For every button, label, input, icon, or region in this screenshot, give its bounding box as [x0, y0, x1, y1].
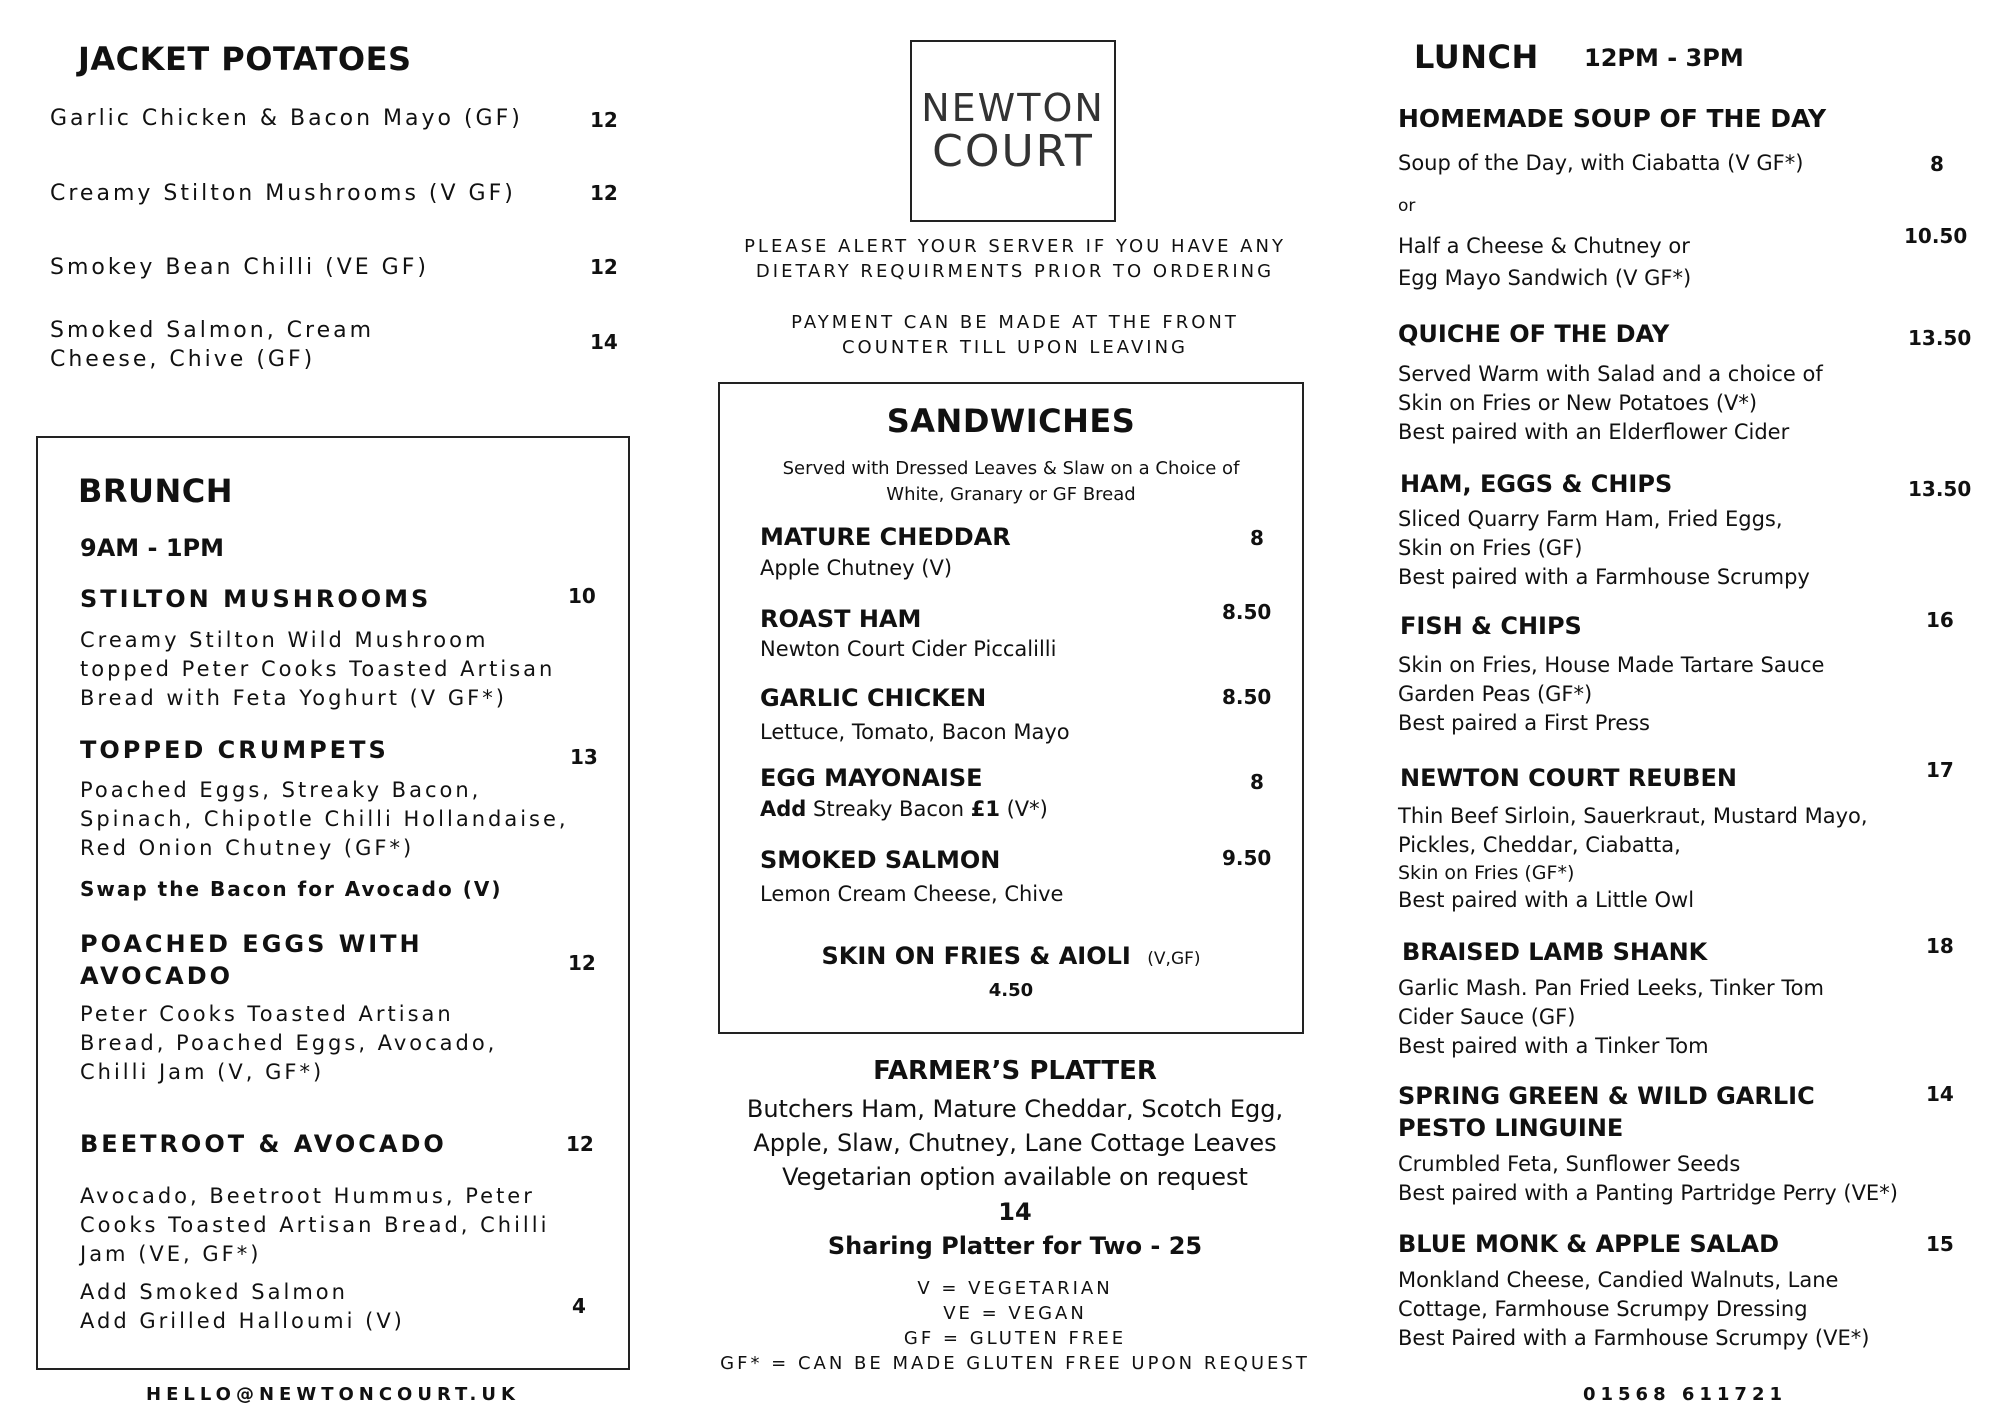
jacket-item-name: Smoked Salmon, Cream Cheese, Chive (GF) — [50, 318, 375, 372]
fries-price: 4.50 — [988, 980, 1034, 1001]
lunch-item-price: 18 — [1926, 934, 1954, 958]
lunch-item-desc: Monkland Cheese, Candied Walnuts, Lane Cottage, Farmhouse Scrumpy Dressing Best Paired with a Farmhouse Scrumpy (VE*) — [1398, 1268, 1870, 1350]
brunch-item-name: STILTON MUSHROOMS — [80, 585, 432, 613]
lunch-item-price: 13.50 — [1908, 326, 1972, 350]
lunch-item-price: 13.50 — [1908, 477, 1972, 501]
brunch-item-desc: Creamy Stilton Wild Mushroom topped Peter Cooks Toasted Artisan Bread with Feta Yoghurt (V GF*) — [80, 628, 556, 710]
sandwich-price: 8 — [1250, 770, 1264, 794]
sandwich-name: SMOKED SALMON — [760, 846, 1001, 874]
brunch-item-price: 12 — [566, 1132, 594, 1156]
jacket-item-name: Smokey Bean Chilli (VE GF) — [50, 255, 429, 280]
lunch-item-desc: Thin Beef Sirloin, Sauerkraut, Mustard Mayo, Pickles, Cheddar, Ciabatta, Skin on Fries (GF*) Best paired with a Little Owl — [1398, 804, 1868, 912]
brunch-item-price: 13 — [570, 745, 598, 769]
sandwich-desc: Apple Chutney (V) — [760, 556, 953, 580]
sandwich-name: ROAST HAM — [760, 605, 922, 633]
jacket-item-price: 12 — [590, 255, 618, 279]
sandwich-desc: Add Streaky Bacon £1 (V*) — [760, 797, 1048, 821]
sandwich-desc: Lettuce, Tomato, Bacon Mayo — [760, 720, 1070, 744]
lunch-item-name: NEWTON COURT REUBEN — [1400, 764, 1737, 792]
lunch-item-desc: Skin on Fries, House Made Tartare Sauce Garden Peas (GF*) Best paired a First Press — [1398, 653, 1825, 735]
brunch-item-desc: Avocado, Beetroot Hummus, Peter Cooks Toasted Artisan Bread, Chilli Jam (VE, GF*) — [80, 1184, 550, 1266]
jacket-item-price: 12 — [590, 108, 618, 132]
lunch-item-desc: Crumbled Feta, Sunflower Seeds Best paired with a Panting Partridge Perry (VE*) — [1398, 1152, 1898, 1205]
lunch-item-desc: Sliced Quarry Farm Ham, Fried Eggs, Skin on Fries (GF) Best paired with a Farmhouse Scrumpy — [1398, 507, 1810, 589]
sandwich-name: EGG MAYONAISE — [760, 764, 983, 792]
soup-price: 10.50 — [1904, 224, 1968, 248]
logo: NEWTON COURT — [910, 40, 1116, 222]
brunch-item-name: BEETROOT & AVOCADO — [80, 1130, 447, 1158]
lunch-item-name: BRAISED LAMB SHANK — [1402, 938, 1708, 966]
jacket-item-name: Garlic Chicken & Bacon Mayo (GF) — [50, 106, 523, 131]
sandwich-desc: Newton Court Cider Piccalilli — [760, 637, 1057, 661]
brunch-heading: BRUNCH — [78, 472, 234, 510]
brunch-addons: Add Smoked Salmon Add Grilled Halloumi (V) — [80, 1280, 405, 1333]
soup-item: Soup of the Day, with Ciabatta (V GF*) — [1398, 151, 1804, 175]
sandwich-price: 8.50 — [1222, 600, 1272, 624]
lunch-item-name: QUICHE OF THE DAY — [1398, 320, 1670, 348]
brunch-item-price: 12 — [568, 951, 596, 975]
jacket-potatoes-heading: JACKET POTATOES — [78, 40, 412, 78]
lunch-item-name: SPRING GREEN & WILD GARLIC PESTO LINGUINE — [1398, 1082, 1815, 1142]
sandwiches-heading: SANDWICHES — [886, 402, 1136, 440]
sandwich-price: 8.50 — [1222, 685, 1272, 709]
brunch-item-name: TOPPED CRUMPETS — [80, 736, 389, 764]
dietary-key: V = VEGETARIAN VE = VEGAN GF = GLUTEN FREE GF* = CAN BE MADE GLUTEN FREE UPON REQUEST — [720, 1278, 1310, 1374]
platter-sharing: Sharing Platter for Two - 25 — [827, 1232, 1203, 1260]
sandwich-name: MATURE CHEDDAR — [760, 523, 1011, 551]
soup-item: Half a Cheese & Chutney or Egg Mayo Sandwich (V GF*) — [1398, 234, 1692, 290]
lunch-item-price: 16 — [1926, 608, 1954, 632]
lunch-item-desc: Served Warm with Salad and a choice of Skin on Fries or New Potatoes (V*) Best paired with an Elderflower Cider — [1398, 362, 1823, 444]
lunch-item-name: HAM, EGGS & CHIPS — [1400, 470, 1673, 498]
soup-heading: HOMEMADE SOUP OF THE DAY — [1398, 104, 1827, 133]
jacket-item-price: 12 — [590, 181, 618, 205]
sandwich-price: 9.50 — [1222, 846, 1272, 870]
sandwich-desc: Lemon Cream Cheese, Chive — [760, 882, 1064, 906]
phone-number[interactable]: 01568 611721 — [1582, 1384, 1788, 1405]
lunch-item-name: BLUE MONK & APPLE SALAD — [1398, 1230, 1780, 1258]
brunch-item-desc: Poached Eggs, Streaky Bacon, Spinach, Chipotle Chilli Hollandaise, Red Onion Chutney (GF*) — [80, 778, 569, 860]
email-address[interactable]: HELLO@NEWTONCOURT.UK — [146, 1384, 520, 1405]
jacket-item-price: 14 — [590, 330, 618, 354]
jacket-item-name: Creamy Stilton Mushrooms (V GF) — [50, 181, 516, 206]
brunch-hours: 9AM - 1PM — [80, 534, 224, 562]
fries-line: SKIN ON FRIES & AIOLI (V,GF) — [821, 942, 1201, 970]
lunch-item-name: FISH & CHIPS — [1400, 612, 1582, 640]
sandwich-price: 8 — [1250, 526, 1264, 550]
dietary-notice: PLEASE ALERT YOUR SERVER IF YOU HAVE ANY DIETARY REQUIRMENTS PRIOR TO ORDERING — [744, 236, 1286, 282]
platter-desc: Butchers Ham, Mature Cheddar, Scotch Egg, Apple, Slaw, Chutney, Lane Cottage Leaves Vegetarian option available on request — [746, 1095, 1284, 1191]
lunch-item-price: 14 — [1926, 1082, 1954, 1106]
platter-price: 14 — [998, 1198, 1032, 1226]
lunch-item-price: 15 — [1926, 1232, 1954, 1256]
payment-notice: PAYMENT CAN BE MADE AT THE FRONT COUNTER TILL UPON LEAVING — [791, 312, 1239, 358]
lunch-hours: 12PM - 3PM — [1584, 44, 1744, 72]
lunch-heading: LUNCH — [1414, 38, 1539, 76]
sandwiches-subtitle: Served with Dressed Leaves & Slaw on a Choice of White, Granary or GF Bread — [782, 458, 1240, 505]
brunch-item-desc: Peter Cooks Toasted Artisan Bread, Poached Eggs, Avocado, Chilli Jam (V, GF*) — [80, 1002, 498, 1084]
lunch-item-price: 17 — [1926, 758, 1954, 782]
lunch-item-desc: Garlic Mash. Pan Fried Leeks, Tinker Tom Cider Sauce (GF) Best paired with a Tinker Tom — [1398, 976, 1824, 1058]
soup-price: 8 — [1930, 152, 1944, 176]
soup-or: or — [1398, 196, 1416, 216]
sandwich-name: GARLIC CHICKEN — [760, 684, 987, 712]
platter-heading: FARMER’S PLATTER — [873, 1056, 1157, 1086]
brunch-swap-note: Swap the Bacon for Avocado (V) — [80, 877, 503, 901]
brunch-item-price: 10 — [568, 584, 596, 608]
brunch-addon-price: 4 — [572, 1294, 586, 1318]
brunch-item-name: POACHED EGGS WITH AVOCADO — [80, 930, 423, 990]
